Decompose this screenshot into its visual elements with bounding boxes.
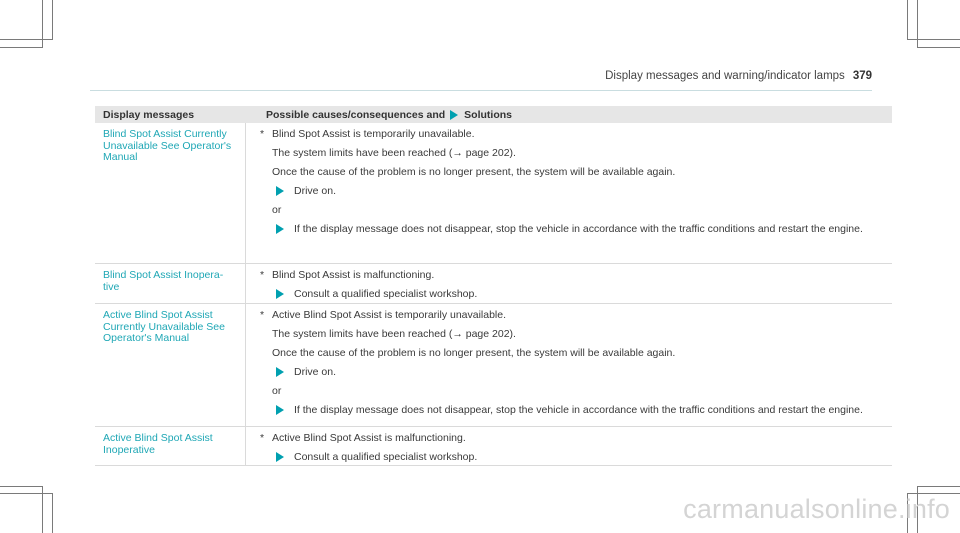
running-header (605, 70, 872, 82)
or-separator: or (272, 385, 282, 397)
crop-mark (0, 493, 53, 494)
crop-mark (0, 39, 52, 40)
watermark: carmanualsonline.info (683, 494, 950, 524)
table-header (95, 106, 892, 123)
bullet-star: * (260, 128, 265, 140)
display-message: Active Blind Spot Assist Inoperative (103, 432, 213, 456)
cause-line (260, 269, 884, 281)
play-triangle-icon (276, 405, 284, 415)
play-triangle-icon (450, 110, 458, 120)
crop-mark (907, 39, 960, 40)
step-text: If the display message does not disappear, stop the vehicle in accordance with the traffic conditions and restart the engine. (294, 404, 863, 416)
play-triangle-icon (276, 452, 284, 462)
col-header-causes-label: Possible causes/consequences and (266, 108, 446, 121)
cause-line (260, 128, 884, 140)
step-text: Drive on. (294, 366, 337, 378)
row-solution (245, 427, 892, 465)
display-message: Blind Spot Assist Inopera-tive (103, 269, 224, 293)
col-header-messages: Display messages (103, 108, 195, 121)
info-line: Once the cause of the problem is no longer present, the system will be available again. (272, 347, 676, 359)
display-message: Blind Spot Assist Currently Unavailable See Operator's Manual (103, 128, 232, 163)
play-triangle-icon (276, 186, 284, 196)
step-text: Consult a qualified specialist workshop. (294, 288, 478, 300)
info-line: The system limits have been reached (→ page 202). (272, 328, 516, 340)
solution-step (260, 288, 884, 300)
solution-step (260, 451, 884, 463)
step-text: Consult a qualified specialist workshop. (294, 451, 478, 463)
crop-mark (917, 486, 960, 487)
crop-mark (907, 0, 908, 40)
header-rule (90, 90, 872, 91)
col-header-solutions-label: Solutions (464, 108, 513, 121)
play-triangle-icon (276, 289, 284, 299)
col-header-causes (245, 109, 892, 121)
page-number: 379 (852, 70, 872, 82)
cause-text: Blind Spot Assist is temporarily unavailable. (272, 128, 475, 140)
table-row (95, 264, 892, 304)
bullet-star: * (260, 269, 265, 281)
cause-text: Active Blind Spot Assist is malfunctioning. (272, 432, 466, 444)
solution-step (260, 223, 884, 235)
crop-mark (0, 47, 43, 48)
crop-mark (917, 47, 960, 48)
cause-text: Blind Spot Assist is malfunctioning. (272, 269, 435, 281)
or-separator: or (272, 204, 282, 216)
play-triangle-icon (276, 224, 284, 234)
solution-step (260, 404, 884, 416)
cause-text: Active Blind Spot Assist is temporarily unavailable. (272, 309, 507, 321)
row-solution (245, 123, 892, 263)
bullet-star: * (260, 432, 265, 444)
messages-table (95, 106, 892, 466)
table-row (95, 304, 892, 427)
info-line: The system limits have been reached (→ page 202). (272, 147, 516, 159)
bullet-star: * (260, 309, 265, 321)
display-message: Active Blind Spot Assist Currently Unavailable See Operator's Manual (103, 309, 225, 344)
solution-step (260, 366, 884, 378)
cause-line (260, 432, 884, 444)
row-solution (245, 264, 892, 303)
cause-line (260, 309, 884, 321)
row-solution (245, 304, 892, 426)
crop-mark (52, 0, 53, 40)
solution-step (260, 185, 884, 197)
section-title: Display messages and warning/indicator lamps (605, 70, 845, 82)
crop-mark (52, 493, 53, 533)
play-triangle-icon (276, 367, 284, 377)
table-row (95, 427, 892, 466)
step-text: Drive on. (294, 185, 337, 197)
table-row (95, 123, 892, 264)
step-text: If the display message does not disappear, stop the vehicle in accordance with the traffic conditions and restart the engine. (294, 223, 863, 235)
info-line: Once the cause of the problem is no longer present, the system will be available again. (272, 166, 676, 178)
crop-mark (0, 486, 43, 487)
